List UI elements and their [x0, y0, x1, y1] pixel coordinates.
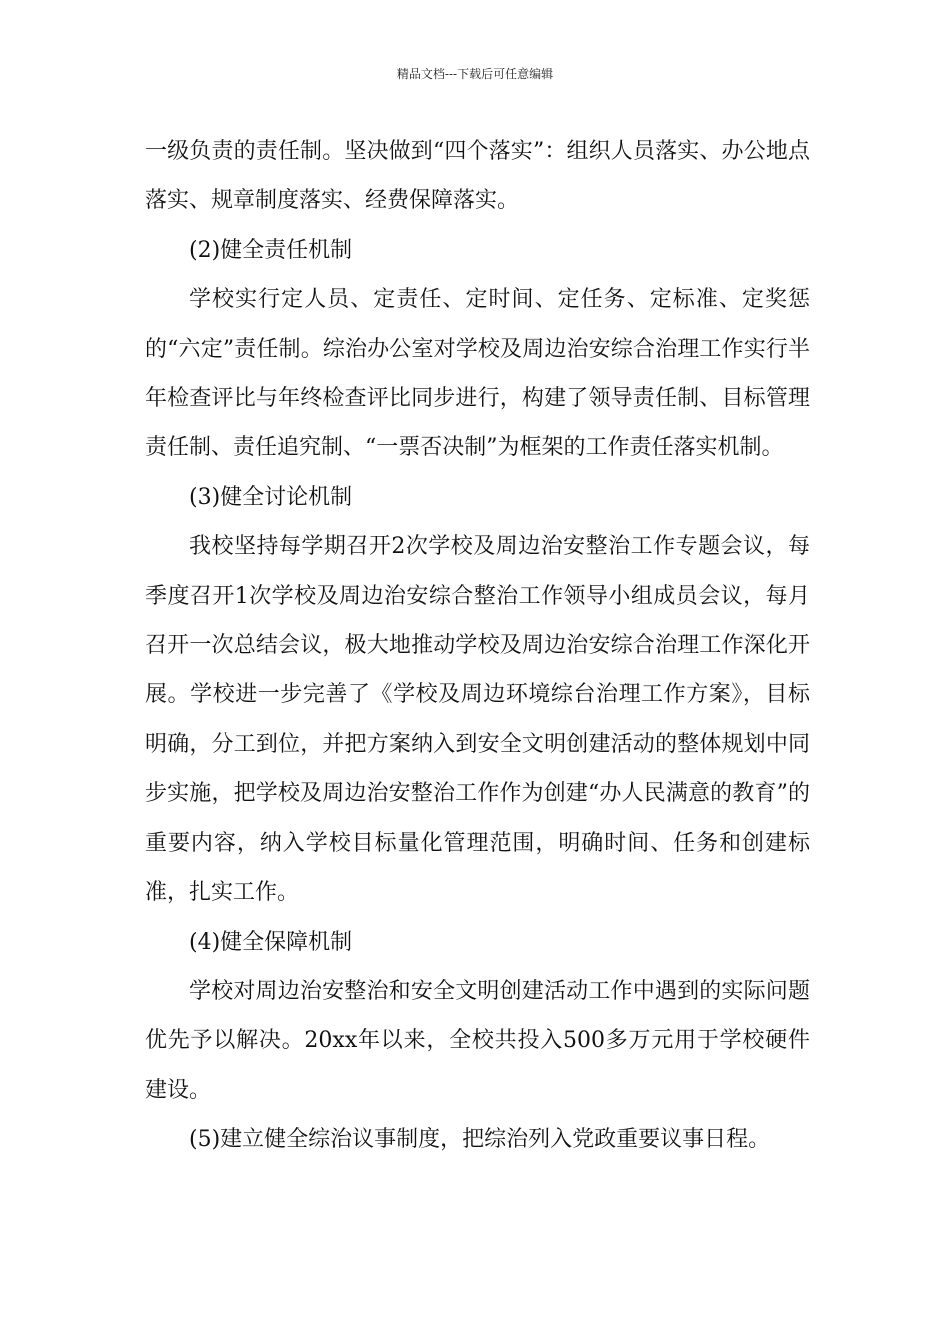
paragraph-meetings: 我校坚持每学期召开2次学校及周边治安整治工作专题会议，每季度召开1次学校及周边治安综合整治工作领导小组成员会议，每月召开一次总结会议，极大地推动学校及周边治安综合治理工作深化开展。学校进一步完善了《学校及周边环境综台治理工作方案》，目标明确，分工到位，并把方案纳入到安全文明创建活动的整体规划中同步实施，把学校及周边治安整治工作作为创建“办人民满意的教育”的重要内容，纳入学校目标量化管理范围，明确时间、任务和创建标准，扎实工作。 — [145, 534, 810, 906]
heading-discussion-mechanism: (3)健全讨论机制 — [189, 484, 353, 510]
paragraph-investment: 学校对周边治安整治和安全文明创建活动工作中遇到的实际问题优先予以解决。20xx年以来，全校共投入500多万元用于学校硬件建设。 — [145, 978, 810, 1103]
heading-responsibility-mechanism: (2)健全责任机制 — [189, 237, 353, 263]
heading-guarantee-mechanism: (4)健全保障机制 — [189, 929, 353, 955]
heading-deliberation-system: (5)建立健全综治议事制度，把综治列入党政重要议事日程。 — [189, 1127, 771, 1153]
paragraph-responsibility-system: 一级负责的责任制。坚决做到“四个落实”：组织人员落实、办公地点落实、规章制度落实、经费保障落实。 — [145, 139, 810, 214]
paragraph-six-fixed-system: 学校实行定人员、定责任、定时间、定任务、定标准、定奖惩的“六定”责任制。综治办公室对学校及周边治安综合治理工作实行半年检查评比与年终检查评比同步进行，构建了领导责任制、目标管理责任制、责任追究制、“一票否决制”为框架的工作责任落实机制。 — [145, 287, 810, 461]
page-header: 精品文档---下载后可任意编辑 — [396, 67, 554, 81]
document-body — [145, 127, 810, 1165]
